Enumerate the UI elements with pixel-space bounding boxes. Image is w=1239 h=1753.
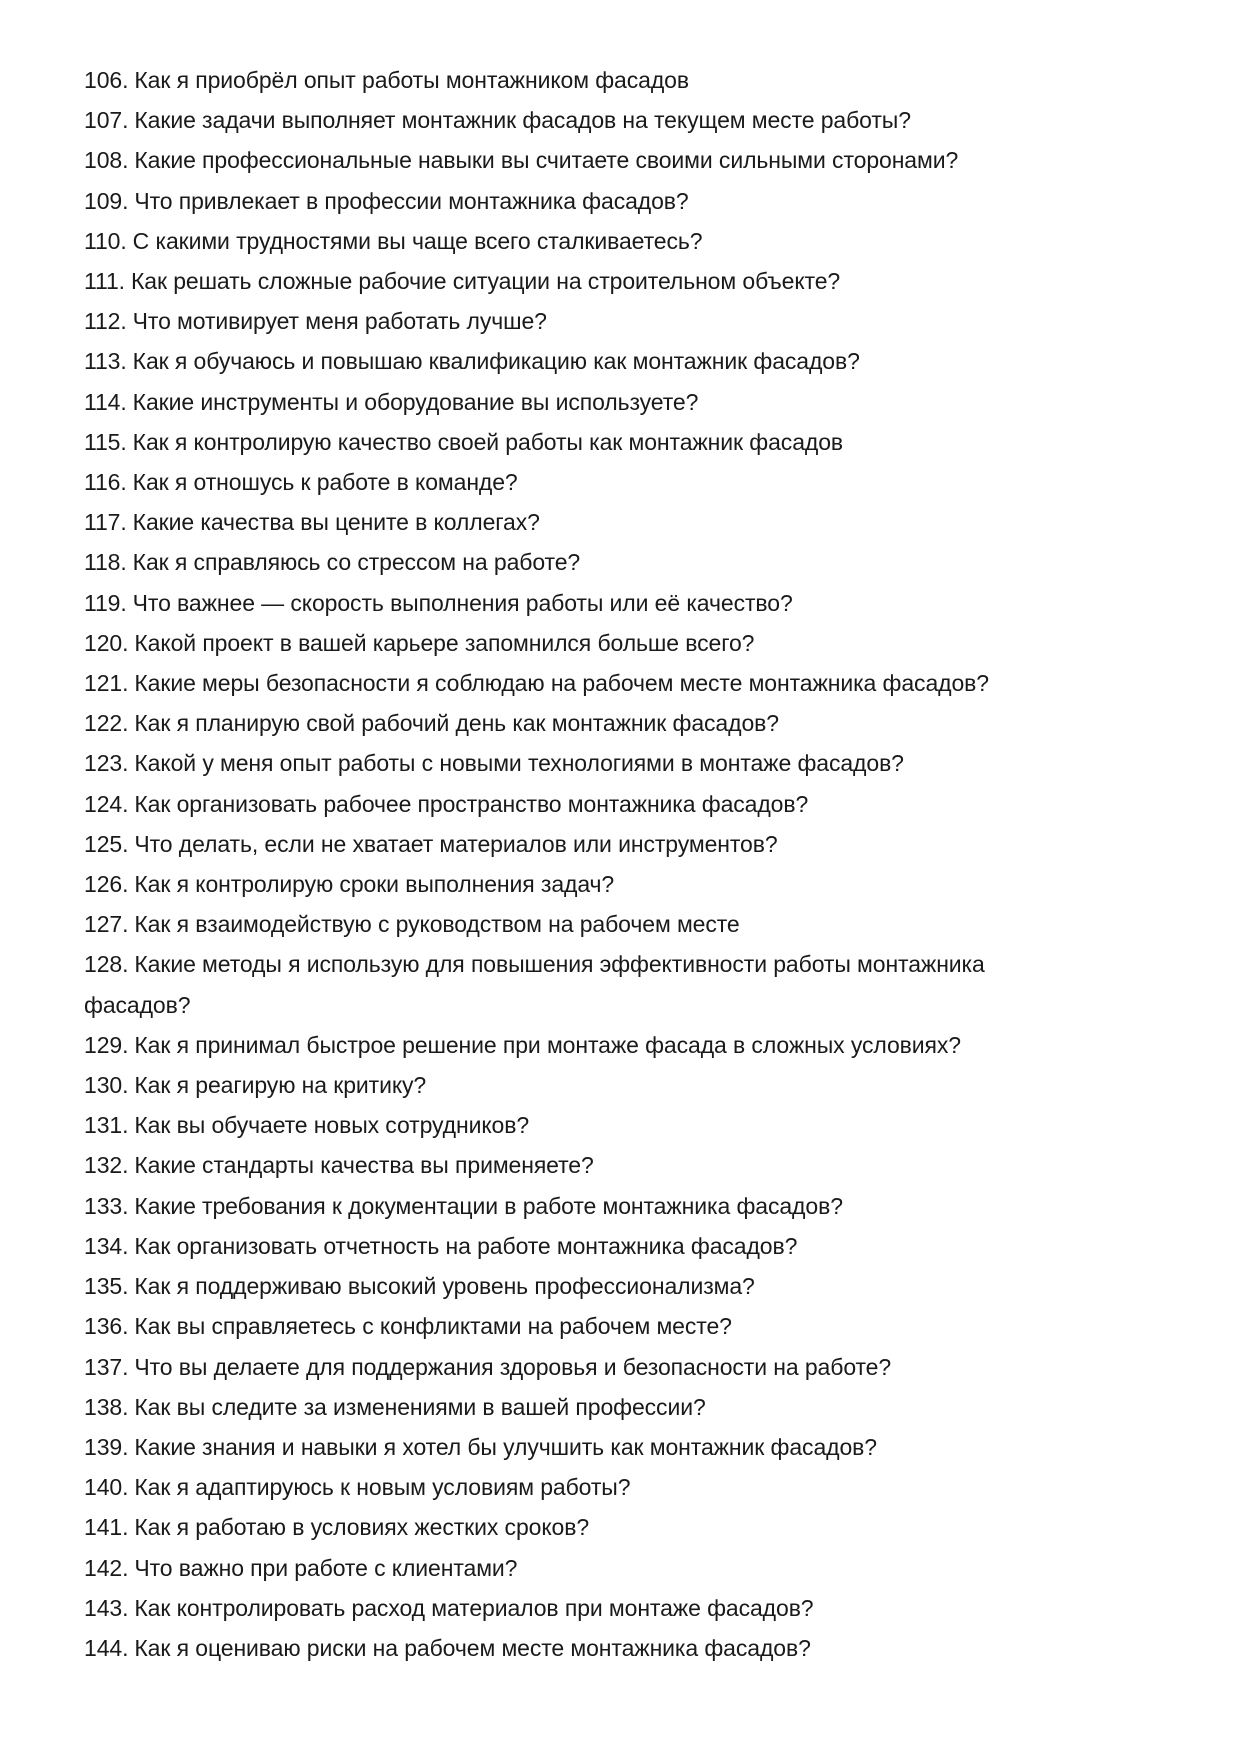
question-item [84,301,1084,341]
question-number: 114. [84,388,127,415]
question-number: 127. [84,911,129,938]
question-text: Как я поддерживаю высокий уровень профессионализма? [134,1273,755,1300]
question-text: Как я контролирую сроки выполнения задач? [134,871,615,898]
question-item [84,1427,1084,1467]
question-number: 121. [84,670,129,697]
question-number: 123. [84,750,129,777]
question-number: 142. [84,1554,129,1581]
question-text: Как я принимал быстрое решение при монтаже фасада в сложных условиях? [134,1031,961,1058]
question-text: Как организовать рабочее пространство монтажника фасадов? [134,790,809,817]
question-item [84,1306,1084,1346]
question-item [84,1186,1084,1226]
question-text: Как я планирую свой рабочий день как монтажник фасадов? [134,710,779,737]
question-number: 112. [84,308,127,335]
question-item [84,583,1084,623]
question-number: 136. [84,1313,129,1340]
question-item [84,663,1084,703]
question-number: 133. [84,1192,129,1219]
question-number: 110. [84,227,127,254]
question-text: Что важно при работе с клиентами? [134,1554,518,1581]
question-item [84,462,1084,502]
question-item [84,181,1084,221]
question-text: Какие стандарты качества вы применяете? [134,1152,594,1179]
question-number: 144. [84,1634,129,1661]
question-number: 143. [84,1594,129,1621]
question-number: 128. [84,951,129,978]
question-item [84,221,1084,261]
question-text: Как я работаю в условиях жестких сроков? [134,1514,590,1541]
question-number: 129. [84,1031,129,1058]
question-text: Как организовать отчетность на работе монтажника фасадов? [134,1232,798,1259]
question-item [84,1226,1084,1266]
question-number: 132. [84,1152,129,1179]
question-number: 131. [84,1112,129,1139]
question-item [84,944,1084,1024]
question-text: Как решать сложные рабочие ситуации на строительном объекте? [130,268,841,295]
question-number: 118. [84,549,127,576]
question-number: 111. [84,268,125,295]
question-text: Что важнее — скорость выполнения работы или её качество? [132,589,793,616]
question-text: Как я справляюсь со стрессом на работе? [132,549,581,576]
question-item [84,100,1084,140]
question-text: Какой проект в вашей карьере запомнился больше всего? [134,629,755,656]
question-number: 122. [84,710,129,737]
question-item [84,743,1084,783]
question-item [84,1347,1084,1387]
question-text: Что делать, если не хватает материалов или инструментов? [134,830,778,857]
question-item [84,261,1084,301]
question-number: 125. [84,830,129,857]
question-text: Как контролировать расход материалов при монтаже фасадов? [134,1594,814,1621]
question-text: Как я взаимодействую с руководством на рабочем месте [134,911,740,938]
question-item [84,904,1084,944]
question-text: Какие знания и навыки я хотел бы улучшить как монтажник фасадов? [134,1433,877,1460]
question-text: Какие меры безопасности я соблюдаю на рабочем месте монтажника фасадов? [134,670,989,697]
question-text: Как я реагирую на критику? [134,1072,427,1099]
question-number: 138. [84,1393,129,1420]
question-item [84,703,1084,743]
question-number: 140. [84,1474,129,1501]
question-number: 141. [84,1514,129,1541]
question-number: 120. [84,629,129,656]
question-item [84,1387,1084,1427]
question-item [84,542,1084,582]
question-item [84,140,1084,180]
question-number: 135. [84,1273,129,1300]
question-text: Какие инструменты и оборудование вы используете? [132,388,699,415]
question-text: Как вы обучаете новых сотрудников? [134,1112,530,1139]
question-number: 106. [84,67,129,93]
question-text: Что привлекает в профессии монтажника фасадов? [134,187,689,214]
question-text: Что вы делаете для поддержания здоровья и безопасности на работе? [134,1353,892,1380]
question-text: Как вы следите за изменениями в вашей профессии? [134,1393,706,1420]
question-text: Какие профессиональные навыки вы считаете своими сильными сторонами? [134,147,959,174]
question-item [84,502,1084,542]
question-item [84,784,1084,824]
question-text: Что мотивирует меня работать лучше? [132,308,547,335]
question-number: 139. [84,1433,129,1460]
question-text: Как вы справляетесь с конфликтами на рабочем месте? [134,1313,732,1340]
question-item [84,1507,1084,1547]
question-item [84,864,1084,904]
question-item [84,623,1084,663]
question-text: Какой у меня опыт работы с новыми технологиями в монтаже фасадов? [134,750,904,777]
question-number: 134. [84,1232,129,1259]
question-number: 126. [84,871,129,898]
question-item [84,60,1084,100]
question-number: 117. [84,509,127,536]
question-item [84,1548,1084,1588]
question-item [84,1588,1084,1628]
question-text: Как я оцениваю риски на рабочем месте монтажника фасадов? [134,1634,811,1661]
question-number: 115. [84,428,127,455]
question-number: 107. [84,107,129,134]
question-text: Как я обучаюсь и повышаю квалификацию как монтажник фасадов? [132,348,860,375]
question-text: Как я контролирую качество своей работы как монтажник фасадов [132,428,844,455]
question-item [84,1025,1084,1065]
question-text: Какие методы я использую для повышения эффективности работы монтажника фасадов? [84,951,985,1018]
question-number: 116. [84,469,127,496]
question-text: С какими трудностями вы чаще всего сталкиваетесь? [132,227,703,254]
question-number: 108. [84,147,129,174]
question-number: 124. [84,790,129,817]
question-list [84,60,1084,1668]
question-text: Какие задачи выполняет монтажник фасадов на текущем месте работы? [134,107,911,134]
question-text: Как я отношусь к работе в команде? [132,469,518,496]
question-text: Как я приобрёл опыт работы монтажником фасадов [134,67,689,93]
question-number: 109. [84,187,129,214]
question-item [84,1628,1084,1668]
question-item [84,1065,1084,1105]
question-number: 119. [84,589,127,616]
question-number: 113. [84,348,127,375]
question-number: 137. [84,1353,129,1380]
question-item [84,824,1084,864]
question-text: Какие требования к документации в работе монтажника фасадов? [134,1192,843,1219]
question-item [84,382,1084,422]
question-item [84,1266,1084,1306]
question-number: 130. [84,1072,129,1099]
question-item [84,1145,1084,1185]
question-item [84,1105,1084,1145]
question-item [84,1467,1084,1507]
question-text: Как я адаптируюсь к новым условиям работы? [134,1474,631,1501]
question-item [84,341,1084,381]
question-item [84,422,1084,462]
question-text: Какие качества вы цените в коллегах? [132,509,540,536]
